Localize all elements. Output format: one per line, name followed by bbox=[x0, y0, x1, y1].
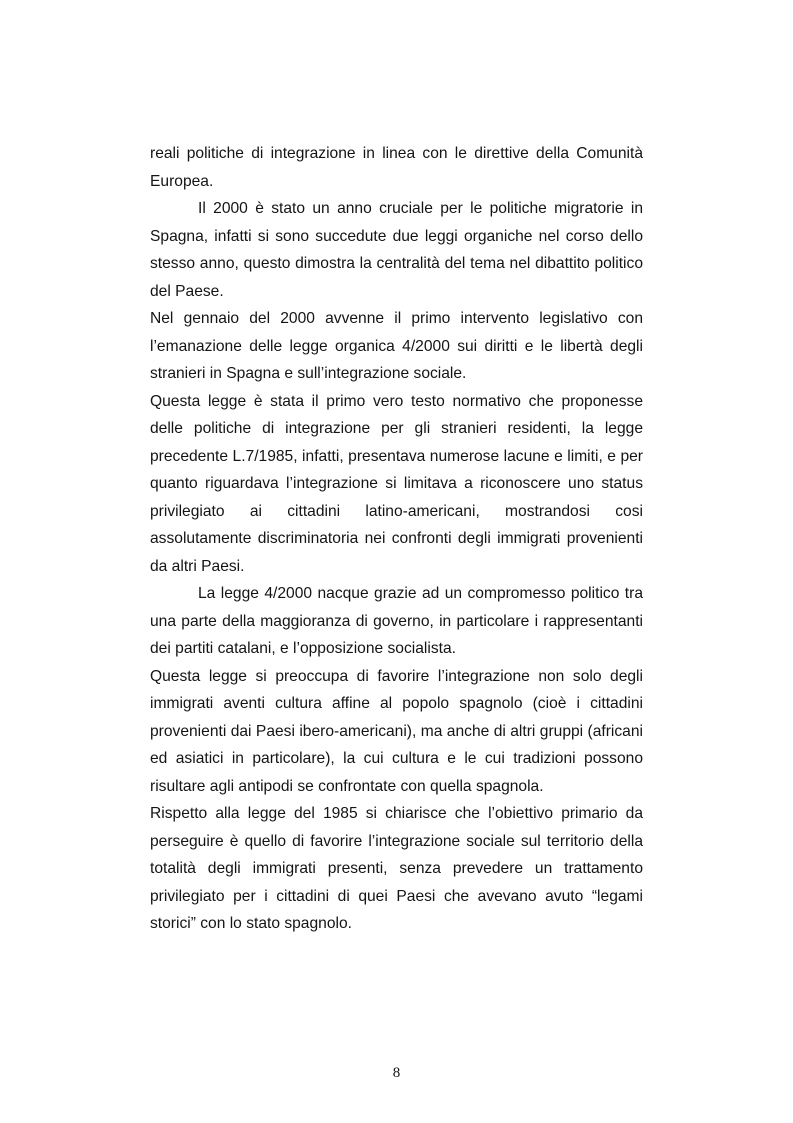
paragraph-2: Il 2000 è stato un anno cruciale per le politiche migratorie in Spagna, infatti si sono succedute due leggi organiche nel corso dello stesso anno, questo dimostra la centralità del tema nel dibattito politico del Paese. bbox=[150, 200, 643, 300]
paragraph-4: Questa legge è stata il primo vero testo normativo che proponesse delle politiche di integrazione per gli stranieri residenti, la legge precedente L.7/1985, infatti, presentava numerose lacune e limiti, e per quanto riguardava l’integrazione si limitava a riconoscere uno status privilegiato ai cittadini latino-americani, mostrandosi cosi assolutamente discriminatoria nei confronti degli immigrati provenienti da altri Paesi. bbox=[150, 392, 643, 575]
paragraph-6: Questa legge si preoccupa di favorire l’integrazione non solo degli immigrati aventi cultura affine al popolo spagnolo (cioè i cittadini provenienti dai Paesi ibero-americani), ma anche di altri gruppi (africani ed asiatici in particolare), la cui cultura e le cui tradizioni possono risultare agli antipodi se confrontate con quella spagnola. bbox=[150, 667, 643, 795]
body-text bbox=[150, 140, 643, 938]
paragraph-7: Rispetto alla legge del 1985 si chiarisce che l’obiettivo primario da perseguire è quello di favorire l’integrazione sociale sul territorio della totalità degli immigrati presenti, senza prevedere un trattamento privilegiato per i cittadini di quei Paesi che avevano avuto “legami storici” con lo stato spagnolo. bbox=[150, 805, 643, 932]
page-number: 8 bbox=[392, 1065, 401, 1081]
paragraph-3: Nel gennaio del 2000 avvenne il primo intervento legislativo con l’emanazione delle legge organica 4/2000 sui diritti e le libertà degli stranieri in Spagna e sull’integrazione sociale. bbox=[150, 310, 643, 382]
paragraph-1: reali politiche di integrazione in linea con le direttive della Comunità Europea. bbox=[150, 145, 643, 190]
paragraph-5: La legge 4/2000 nacque grazie ad un compromesso politico tra una parte della maggioranza di governo, in particolare i rappresentanti dei partiti catalani, e l’opposizione socialista. bbox=[150, 585, 643, 657]
